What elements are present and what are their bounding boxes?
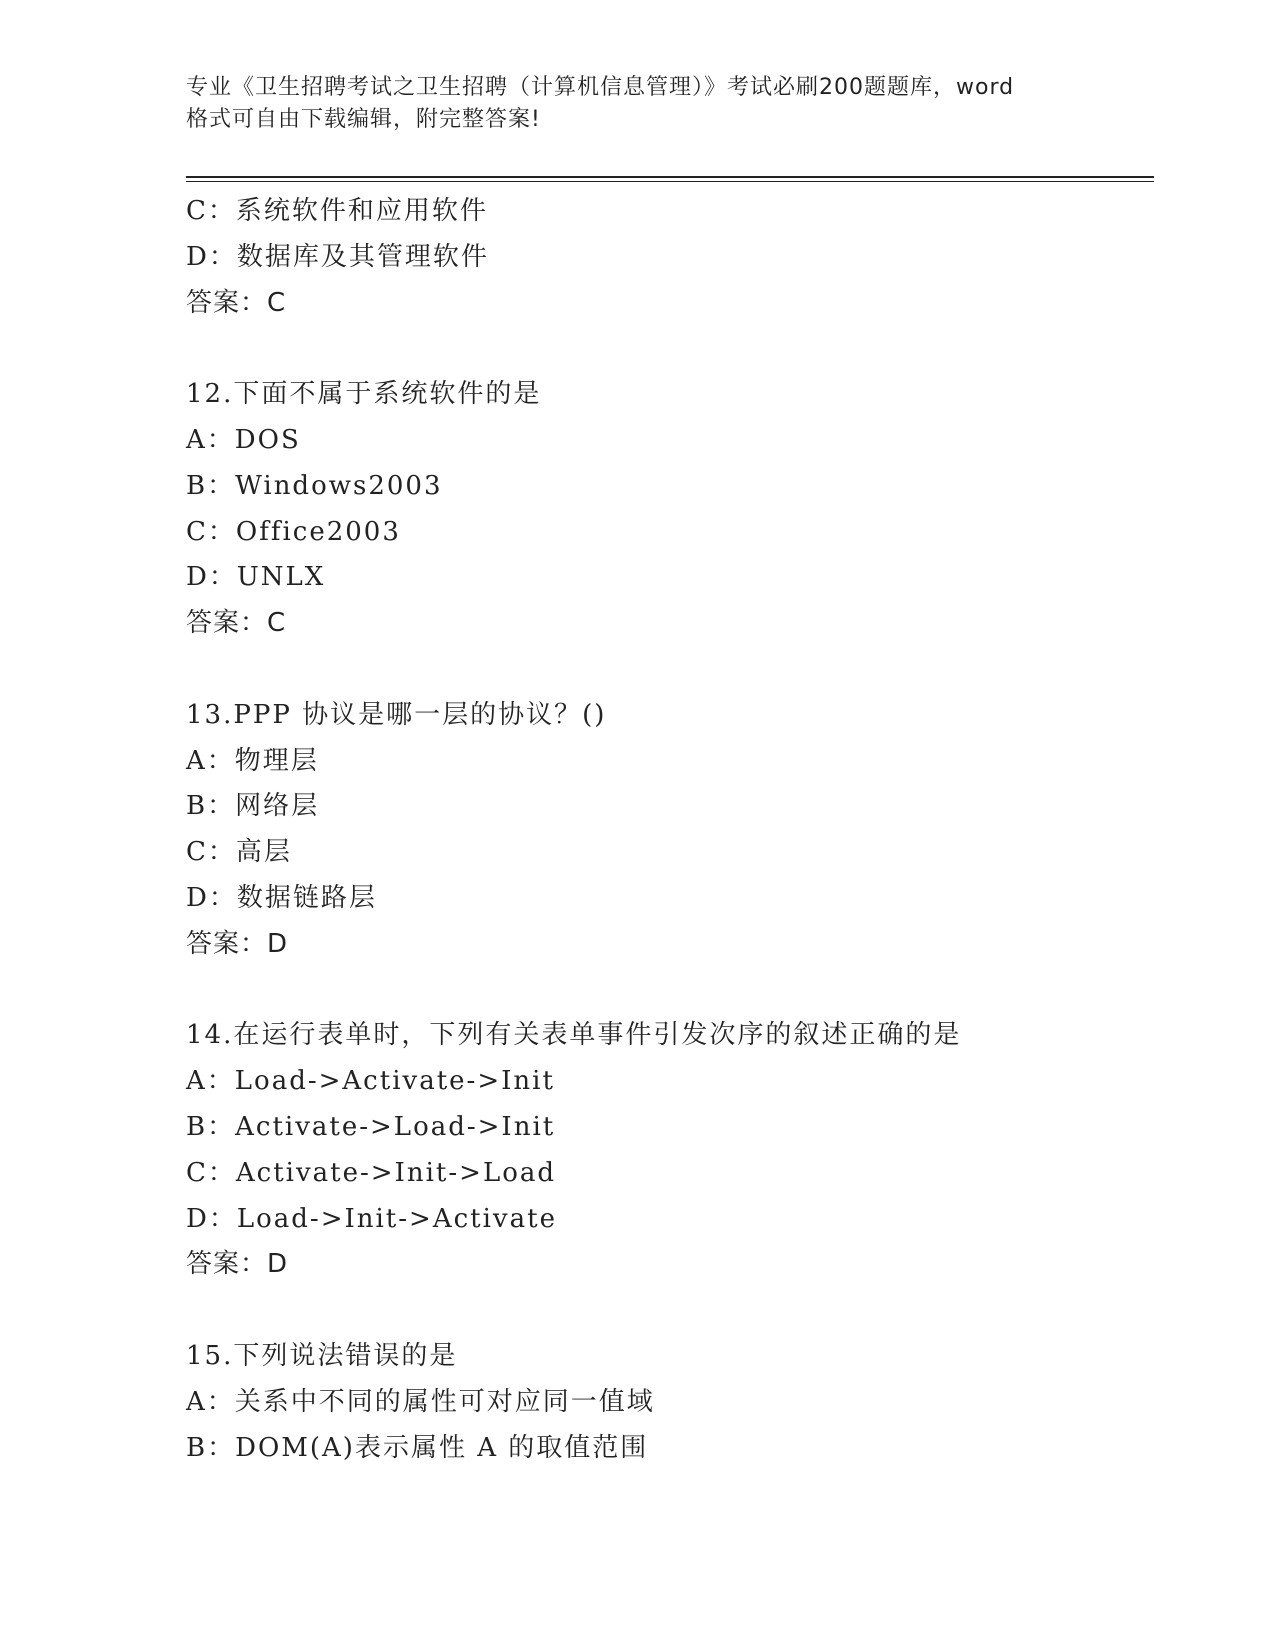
option-c: C：高层: [186, 837, 292, 868]
option-a: A：Load->Activate->Init: [186, 1066, 555, 1097]
option-b: B：DOM(A)表示属性 A 的取值范围: [186, 1432, 649, 1463]
answer: 答案：C: [186, 608, 287, 639]
spacer: [186, 1288, 1154, 1334]
answer: 答案：C: [186, 287, 287, 318]
option-a: A：DOS: [186, 424, 301, 455]
question-block-11-continued: [186, 189, 1154, 326]
header-line-2: 格式可自由下载编辑，附完整答案!: [186, 107, 541, 132]
question-text: 12.下面不属于系统软件的是: [186, 379, 542, 410]
question-block-13: [186, 693, 1154, 968]
option-b: B：网络层: [186, 791, 320, 822]
option-d: D：UNLX: [186, 562, 326, 593]
option-b: B：Activate->Load->Init: [186, 1111, 556, 1142]
document-header: [186, 72, 1086, 136]
option-c: C：Activate->Init->Load: [186, 1157, 557, 1188]
option-c: C：Office2003: [186, 516, 401, 547]
question-list: [186, 189, 1154, 1471]
spacer: [186, 647, 1154, 693]
answer: 答案：D: [186, 928, 289, 959]
spacer: [186, 326, 1154, 372]
header-rule-thick: [186, 176, 1154, 178]
option-d: D：数据库及其管理软件: [186, 241, 489, 272]
option-a: A：关系中不同的属性可对应同一值域: [186, 1386, 655, 1417]
option-d: D：数据链路层: [186, 882, 377, 913]
question-text: 13.PPP 协议是哪一层的协议？(): [186, 699, 607, 730]
option-a: A：物理层: [186, 745, 319, 776]
header-rule-thin: [186, 181, 1154, 182]
answer: 答案：D: [186, 1249, 289, 1280]
question-text: 14.在运行表单时，下列有关表单事件引发次序的叙述正确的是: [186, 1020, 962, 1051]
spacer: [186, 968, 1154, 1014]
question-block-12: [186, 372, 1154, 647]
question-text: 15.下列说法错误的是: [186, 1340, 458, 1371]
option-b: B：Windows2003: [186, 470, 443, 501]
header-line-1: 专业《卫生招聘考试之卫生招聘（计算机信息管理）》考试必刷200题题库，word: [186, 75, 1015, 100]
option-d: D：Load->Init->Activate: [186, 1203, 557, 1234]
option-c: C：系统软件和应用软件: [186, 196, 488, 226]
question-block-15: [186, 1334, 1154, 1471]
question-block-14: [186, 1013, 1154, 1288]
